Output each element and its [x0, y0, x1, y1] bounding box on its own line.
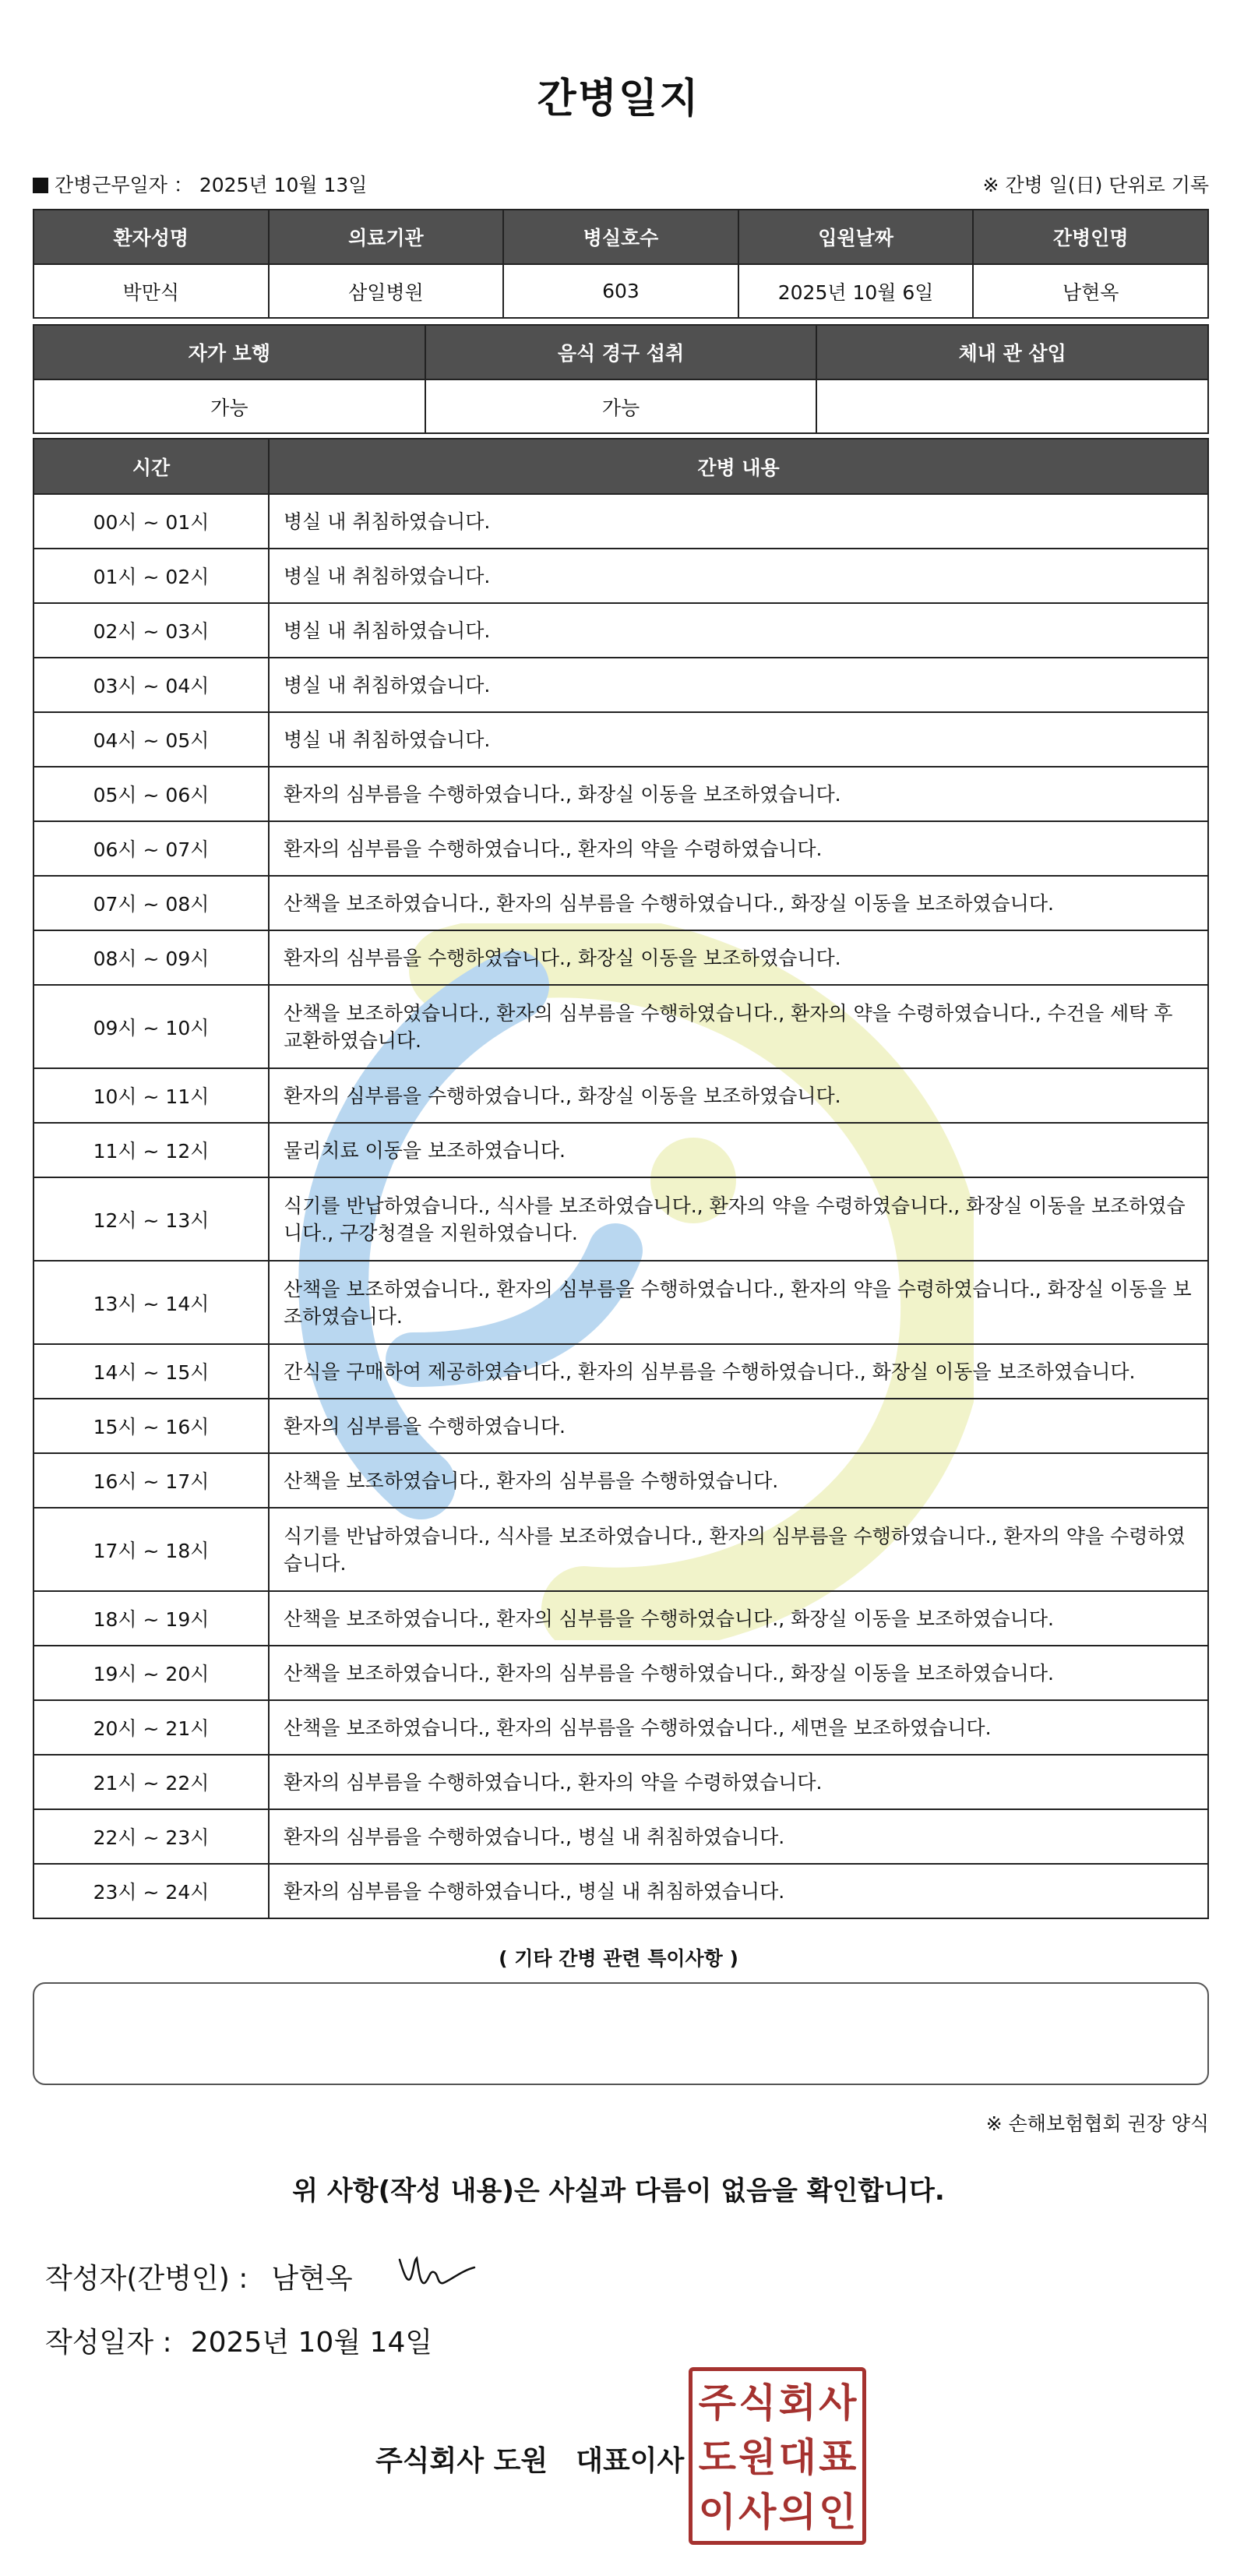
log-row [33, 1261, 1208, 1344]
log-time: 21시 ~ 22시 [33, 1755, 269, 1809]
log-content: 병실 내 취침하였습니다. [269, 603, 1208, 658]
log-time: 14시 ~ 15시 [33, 1344, 269, 1399]
log-row [33, 1508, 1208, 1591]
log-content: 환자의 심부름을 수행하였습니다., 병실 내 취침하였습니다. [269, 1864, 1208, 1918]
log-row [33, 603, 1208, 658]
log-body [33, 494, 1208, 1918]
patient-info-value-row [33, 264, 1208, 318]
writer-label: 작성자(간병인) : [45, 2263, 248, 2295]
seal-char: 주 [698, 2380, 736, 2426]
company-seal-stamp [689, 2367, 866, 2545]
log-content: 환자의 심부름을 수행하였습니다., 화장실 이동을 보조하였습니다. [269, 1068, 1208, 1123]
log-time: 18시 ~ 19시 [33, 1591, 269, 1646]
log-row [33, 1646, 1208, 1700]
log-time: 13시 ~ 14시 [33, 1261, 269, 1344]
header-room: 병실호수 [503, 210, 738, 264]
log-content: 식기를 반납하였습니다., 식사를 보조하였습니다., 환자의 심부름을 수행하였습니다., 환자의 약을 수령하였습니다. [269, 1508, 1208, 1591]
tube-value [816, 379, 1208, 433]
seal-char: 사 [819, 2380, 857, 2426]
log-content: 환자의 심부름을 수행하였습니다., 환자의 약을 수령하였습니다. [269, 1755, 1208, 1809]
log-row [33, 1453, 1208, 1508]
signature [393, 2244, 479, 2303]
care-log-table [33, 438, 1209, 1919]
log-content: 환자의 심부름을 수행하였습니다., 환자의 약을 수령하였습니다. [269, 821, 1208, 876]
seal-char: 표 [819, 2435, 857, 2480]
log-row [33, 712, 1208, 767]
log-row [33, 1700, 1208, 1755]
log-row [33, 1177, 1208, 1261]
oral-intake-value: 가능 [425, 379, 817, 433]
log-row [33, 494, 1208, 549]
log-time: 03시 ~ 04시 [33, 658, 269, 712]
log-time: 19시 ~ 20시 [33, 1646, 269, 1700]
company-line [375, 2439, 684, 2479]
company-name: 주식회사 도원 [375, 2445, 548, 2477]
patient-info-header-row [33, 210, 1208, 264]
log-row [33, 1809, 1208, 1864]
log-row [33, 821, 1208, 876]
log-content: 환자의 심부름을 수행하였습니다., 화장실 이동을 보조하였습니다. [269, 930, 1208, 985]
log-time: 12시 ~ 13시 [33, 1177, 269, 1261]
log-content: 병실 내 취침하였습니다. [269, 658, 1208, 712]
written-date-line [45, 2320, 432, 2360]
remarks-title: ( 기타 간병 관련 특이사항 ) [499, 1947, 738, 1970]
walking-value: 가능 [33, 379, 425, 433]
log-time: 08시 ~ 09시 [33, 930, 269, 985]
status-value-row [33, 379, 1208, 433]
log-content: 환자의 심부름을 수행하였습니다., 병실 내 취침하였습니다. [269, 1809, 1208, 1864]
log-time: 15시 ~ 16시 [33, 1399, 269, 1453]
remarks-box [33, 1982, 1209, 2085]
log-time: 16시 ~ 17시 [33, 1453, 269, 1508]
log-content: 산책을 보조하였습니다., 환자의 심부름을 수행하였습니다., 환자의 약을 수령하였습니다., 수건을 세탁 후 교환하였습니다. [269, 985, 1208, 1068]
work-date-line [33, 170, 367, 198]
log-content: 환자의 심부름을 수행하였습니다., 화장실 이동을 보조하였습니다. [269, 767, 1208, 821]
square-bullet-icon [33, 178, 48, 193]
work-date-value: 2025년 10월 13일 [199, 174, 368, 196]
recommend-note: ※ 손해보험협회 권장 양식 [985, 2112, 1209, 2135]
log-time: 20시 ~ 21시 [33, 1700, 269, 1755]
log-row [33, 985, 1208, 1068]
log-row [33, 1755, 1208, 1809]
written-date: 2025년 10월 14일 [190, 2327, 433, 2359]
confirmation-statement: 위 사항(작성 내용)은 사실과 다름이 없음을 확인합니다. [292, 2175, 945, 2207]
log-content: 산책을 보조하였습니다., 환자의 심부름을 수행하였습니다., 세면을 보조하였습니다. [269, 1700, 1208, 1755]
log-row [33, 549, 1208, 603]
admission-date: 2025년 10월 6일 [738, 264, 974, 318]
log-time: 23시 ~ 24시 [33, 1864, 269, 1918]
log-row [33, 658, 1208, 712]
log-content: 병실 내 취침하였습니다. [269, 712, 1208, 767]
log-content: 산책을 보조하였습니다., 환자의 심부름을 수행하였습니다., 화장실 이동을 보조하였습니다. [269, 1646, 1208, 1700]
log-row [33, 876, 1208, 930]
log-row [33, 767, 1208, 821]
header-time: 시간 [33, 439, 269, 494]
log-row [33, 1864, 1208, 1918]
log-content: 식기를 반납하였습니다., 식사를 보조하였습니다., 환자의 약을 수령하였습니다., 화장실 이동을 보조하였습니다., 구강청결을 지원하였습니다. [269, 1177, 1208, 1261]
seal-char: 도 [698, 2435, 736, 2480]
header-tube: 체내 관 삽입 [816, 325, 1208, 379]
patient-name: 박만식 [33, 264, 269, 318]
seal-char: 식 [738, 2380, 777, 2426]
log-time: 04시 ~ 05시 [33, 712, 269, 767]
log-content: 병실 내 취침하였습니다. [269, 549, 1208, 603]
seal-char: 인 [819, 2490, 857, 2535]
writer-name: 남현옥 [271, 2263, 353, 2295]
seal-char: 대 [778, 2435, 816, 2480]
log-time: 22시 ~ 23시 [33, 1809, 269, 1864]
work-date-label: 간병근무일자 ： [55, 174, 193, 196]
header-admission-date: 입원날짜 [738, 210, 974, 264]
log-content: 산책을 보조하였습니다., 환자의 심부름을 수행하였습니다., 환자의 약을 수령하였습니다., 화장실 이동을 보조하였습니다. [269, 1261, 1208, 1344]
record-note: ※ 간병 일(日) 단위로 기록 [982, 174, 1209, 196]
log-row [33, 1068, 1208, 1123]
room-number: 603 [503, 264, 738, 318]
header-walking: 자가 보행 [33, 325, 425, 379]
header-caregiver-name: 간병인명 [973, 210, 1208, 264]
ceo-label: 대표이사 [576, 2445, 685, 2477]
log-time: 11시 ~ 12시 [33, 1123, 269, 1177]
log-time: 05시 ~ 06시 [33, 767, 269, 821]
seal-char: 의 [778, 2490, 816, 2535]
log-time: 01시 ~ 02시 [33, 549, 269, 603]
status-header-row [33, 325, 1208, 379]
log-content: 간식을 구매하여 제공하였습니다., 환자의 심부름을 수행하였습니다., 화장실 이동을 보조하였습니다. [269, 1344, 1208, 1399]
header-hospital: 의료기관 [269, 210, 504, 264]
seal-char: 원 [738, 2435, 777, 2480]
caregiver-name: 남현옥 [973, 264, 1208, 318]
header-patient-name: 환자성명 [33, 210, 269, 264]
log-content: 산책을 보조하였습니다., 환자의 심부름을 수행하였습니다. [269, 1453, 1208, 1508]
log-row [33, 930, 1208, 985]
log-content: 환자의 심부름을 수행하였습니다. [269, 1399, 1208, 1453]
header-care-content: 간병 내용 [269, 439, 1208, 494]
log-time: 07시 ~ 08시 [33, 876, 269, 930]
page-title: 간병일지 [537, 76, 700, 122]
log-time: 06시 ~ 07시 [33, 821, 269, 876]
seal-char: 회 [778, 2380, 816, 2426]
log-time: 09시 ~ 10시 [33, 985, 269, 1068]
seal-char: 사 [738, 2490, 777, 2535]
written-date-label: 작성일자 : [45, 2327, 172, 2359]
log-content: 산책을 보조하였습니다., 환자의 심부름을 수행하였습니다., 화장실 이동을 보조하였습니다. [269, 876, 1208, 930]
hospital-name: 삼일병원 [269, 264, 504, 318]
seal-char: 이 [698, 2490, 736, 2535]
log-row [33, 1399, 1208, 1453]
log-content: 산책을 보조하였습니다., 환자의 심부름을 수행하였습니다., 화장실 이동을 보조하였습니다. [269, 1591, 1208, 1646]
log-header-row [33, 439, 1208, 494]
log-content: 물리치료 이동을 보조하였습니다. [269, 1123, 1208, 1177]
log-content: 병실 내 취침하였습니다. [269, 494, 1208, 549]
writer-line [45, 2257, 353, 2296]
log-time: 17시 ~ 18시 [33, 1508, 269, 1591]
log-time: 02시 ~ 03시 [33, 603, 269, 658]
log-time: 00시 ~ 01시 [33, 494, 269, 549]
log-time: 10시 ~ 11시 [33, 1068, 269, 1123]
header-oral-intake: 음식 경구 섭취 [425, 325, 817, 379]
log-row [33, 1591, 1208, 1646]
log-row [33, 1123, 1208, 1177]
patient-status-table [33, 324, 1209, 434]
log-row [33, 1344, 1208, 1399]
patient-info-table [33, 209, 1209, 319]
